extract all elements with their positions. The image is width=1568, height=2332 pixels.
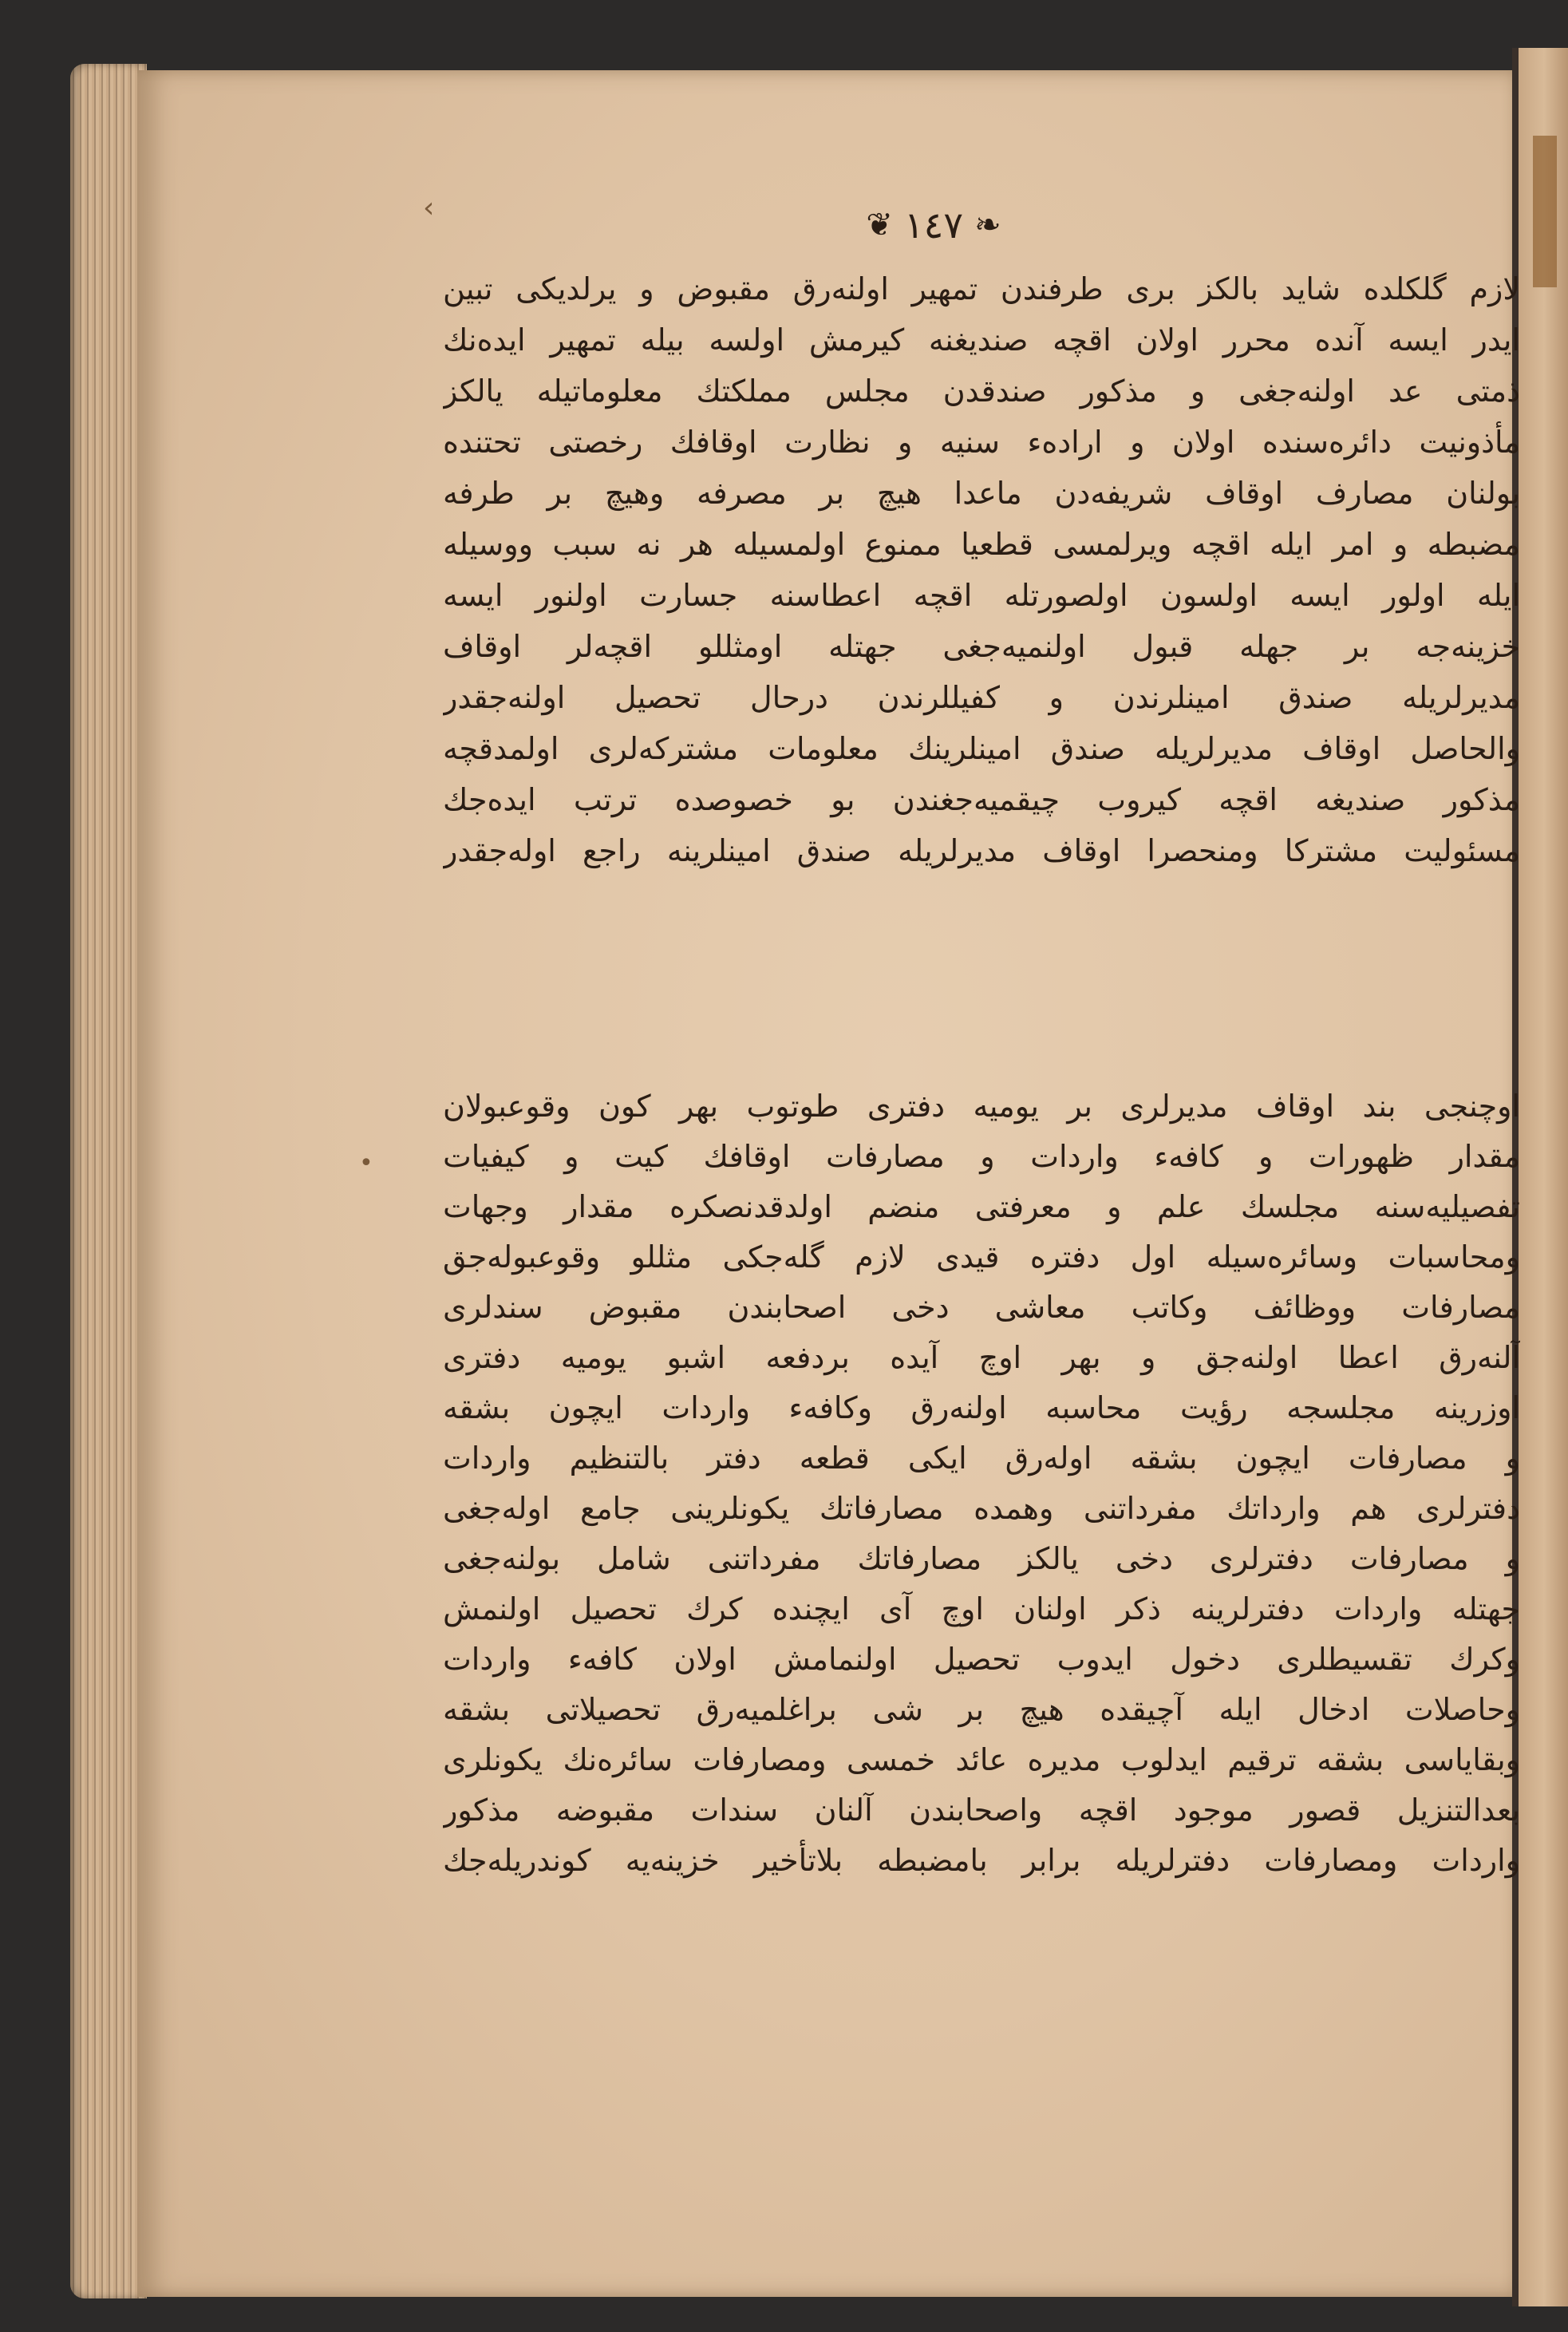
text-line: وبقاياسی بشقه ترقيم ايدلوب مديره عائد خمسی ومصارفات سائره‌نك يكونلری bbox=[443, 1742, 1520, 1777]
text-line: و مصارفات دفترلری دخی يالكز مصارفاتك مفرداتنی شامل بولنه‌جغی bbox=[443, 1541, 1520, 1576]
text-line: مديرلريله صندق امينلرندن و كفيللرندن درحال تحصيل اولنه‌جقدر bbox=[443, 680, 1520, 715]
text-line: مسئوليت مشتركا ومنحصرا اوقاف مديرلريله صندق امينلرينه راجع اوله‌جقدر bbox=[443, 833, 1520, 868]
text-line: ومحاسبات وسائره‌سيله اول دفتره قيدی لازم گله‌جكی مثللو وقوعبوله‌جق bbox=[443, 1239, 1520, 1275]
text-line: مذكور صنديغه اقچه كيروب چيقميه‌جغندن بو خصوصده ترتب ايده‌جك bbox=[443, 782, 1520, 817]
text-line: خزينه‌جه بر جهله قبول اولنميه‌جغی جهتله اومثللو اقچه‌لر اوقاف bbox=[443, 629, 1520, 664]
text-line: بولنان مصارف اوقاف شريفه‌دن ماعدا هيچ بر مصرفه وهيچ بر طرفه bbox=[443, 476, 1520, 511]
text-line: بعدالتنزيل قصور موجود اقچه واصحابندن آلنان سندات مقبوضه مذكور bbox=[443, 1792, 1520, 1828]
text-line: مصارفات ووظائف وكاتب معاشی دخی اصحابندن مقبوض سندلری bbox=[443, 1290, 1520, 1325]
page-header bbox=[846, 204, 1021, 247]
paragraph-2 bbox=[443, 1081, 1520, 1886]
text-line: مقدار ظهورات و كافه‌ء واردات و مصارفات اوقافك كيت و كيفيات bbox=[443, 1139, 1520, 1174]
text-line: اوچنجی بند اوقاف مديرلری بر يوميه دفتری طوتوب بهر كون وقوعبولان bbox=[443, 1089, 1520, 1124]
text-line: ايدر ايسه آنده محرر اولان اقچه صندیغنه كيرمش اولسه بيله تمهير ايده‌نك bbox=[443, 322, 1520, 358]
ornament-right-icon: ❧ bbox=[974, 207, 1001, 243]
text-line: وحاصلات ادخال ايله آچيقده هيچ بر شی براغلميه‌رق تحصيلاتی بشقه bbox=[443, 1692, 1520, 1727]
text-line: مضبطه و امر ايله اقچه ويرلمسی قطعيا ممنوع اولمسيله هر نه سبب ووسيله bbox=[443, 527, 1520, 562]
text-line: ذمتی عد اولنه‌جغی و مذكور صندقدن مجلس مملكتك معلوماتيله يالكز bbox=[443, 374, 1520, 409]
text-line: جهتله واردات دفترلرينه ذكر اولنان اوچ آی ايچنده كرك تحصيل اولنمش bbox=[443, 1591, 1520, 1626]
ink-speck: • bbox=[359, 1149, 373, 1177]
text-line: و مصارفات ايچون بشقه اوله‌رق ايكی قطعه دفتر بالتنظيم واردات bbox=[443, 1441, 1520, 1476]
text-line: تفصيليه‌سنه مجلسك علم و معرفتی منضم اولدقدنصكره مقدار وجهات bbox=[443, 1189, 1520, 1224]
ink-speck: ‹ bbox=[423, 192, 435, 224]
text-line: وكرك تقسيطلری دخول ايدوب تحصيل اولنمامش اولان كافه‌ء واردات bbox=[443, 1642, 1520, 1677]
paragraph-1 bbox=[443, 263, 1520, 876]
text-line: مأذونيت دائره‌سنده اولان و اراده‌ء سنيه و نظارت اوقافك رخصتی تحتنده bbox=[443, 425, 1520, 460]
text-line: ايله اولور ايسه اولسون اولصورتله اقچه اعطاسنه جسارت اولنور ايسه bbox=[443, 578, 1520, 613]
page-edges-stack bbox=[70, 64, 147, 2298]
text-line: واردات ومصارفات دفترلريله برابر بامضبطه بلاتأخير خزينه‌يه كوندريله‌جك bbox=[443, 1843, 1520, 1878]
facing-page-edge bbox=[1512, 48, 1568, 2306]
ornament-left-icon: ❦ bbox=[866, 207, 893, 243]
text-line: آلنه‌رق اعطا اولنه‌جق و بهر اوچ آيده بردفعه اشبو يوميه دفتری bbox=[443, 1340, 1520, 1375]
page-number: ١٤٧ bbox=[903, 204, 964, 247]
facing-page-mark bbox=[1533, 136, 1557, 287]
text-line: لازم گلكلده شايد بالكز بری طرفندن تمهير اولنه‌رق مقبوض و يرلديكی تبين bbox=[443, 271, 1520, 306]
text-line: والحاصل اوقاف مديرلريله صندق امينلرينك معلومات مشتركه‌لری اولمدقچه bbox=[443, 731, 1520, 766]
text-line: دفترلری هم وارداتك مفرداتنی وهمده مصارفاتك يكونلرينی جامع اوله‌جغی bbox=[443, 1491, 1520, 1526]
text-line: اوزرينه مجلسجه رؤيت محاسبه اولنه‌رق وكافه‌ء واردات ايچون بشقه bbox=[443, 1390, 1520, 1425]
